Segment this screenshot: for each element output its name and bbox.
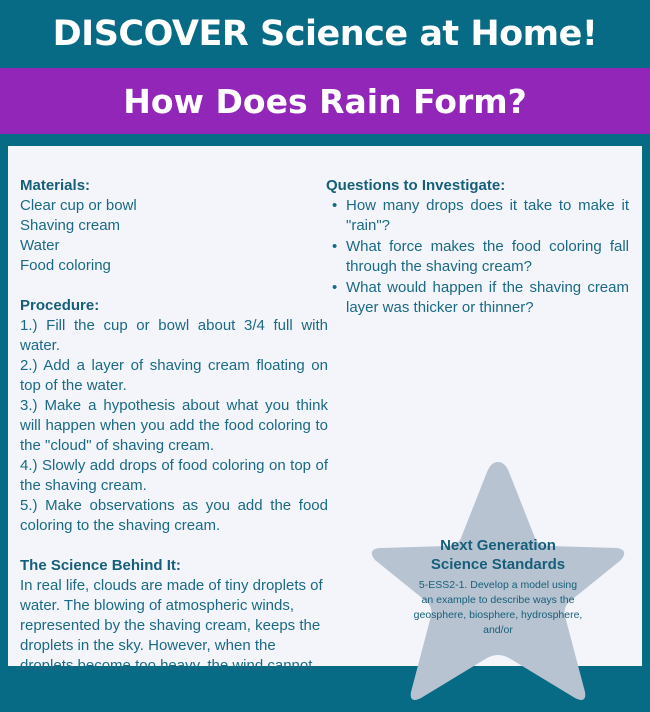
bullet-icon: • [332, 279, 338, 296]
procedure-step: 4.) Slowly add drops of food coloring on top of the shaving cream. [20, 457, 328, 494]
materials-item: Shaving cream [20, 217, 121, 234]
standards-text: 5-ESS2-1. Develop a model using an example to describe ways the geosphere, biosphere, hydrosphere, and/or [413, 579, 583, 636]
procedure-step: 1.) Fill the cup or bowl about 3/4 full with water. [20, 317, 328, 354]
question-item: • How many drops does it take to make it "rain"? [332, 197, 629, 234]
page-subtitle: How Does Rain Form? [123, 81, 527, 121]
worksheet-page [8, 146, 642, 674]
questions-heading: Questions to Investigate: [326, 177, 506, 194]
top-banner [0, 0, 650, 68]
standards-star [363, 452, 633, 712]
procedure-step: 3.) Make a hypothesis about what you think will happen when you add the food coloring to the "cloud" of shaving cream. [20, 397, 328, 454]
materials-item: Clear cup or bowl [20, 197, 137, 214]
procedure-step: 5.) Make observations as you add the food coloring to the shaving cream. [20, 497, 328, 534]
procedure-step: 2.) Add a layer of shaving cream floating on top of the water. [20, 357, 328, 394]
question-item: • What would happen if the shaving cream layer was thicker or thinner? [332, 279, 629, 316]
science-section [20, 556, 328, 676]
bullet-icon: • [332, 197, 338, 214]
standards-title: Next Generation Science Standards [430, 537, 566, 573]
sub-banner [0, 68, 650, 134]
page-title: DISCOVER Science at Home! [52, 14, 598, 54]
bullet-icon: • [332, 238, 338, 255]
science-heading: The Science Behind It: [20, 557, 181, 574]
questions-list [326, 196, 629, 318]
standards-content [413, 536, 583, 638]
materials-item: Water [20, 237, 60, 254]
materials-heading: Materials: [20, 177, 91, 194]
left-column [20, 176, 328, 696]
science-text: In real life, clouds are made of tiny droplets of water. The blowing of atmospheric winds, represented by the shaving cream, keeps the droplets in the sky. However, when the droplets become too heavy, the wind cannot [20, 577, 323, 674]
materials-section [20, 176, 328, 276]
procedure-heading: Procedure: [20, 297, 100, 314]
question-item: • What force makes the food coloring fall through the shaving cream? [332, 238, 629, 275]
procedure-section [20, 296, 328, 536]
right-column [326, 176, 629, 319]
materials-item: Food coloring [20, 257, 111, 274]
